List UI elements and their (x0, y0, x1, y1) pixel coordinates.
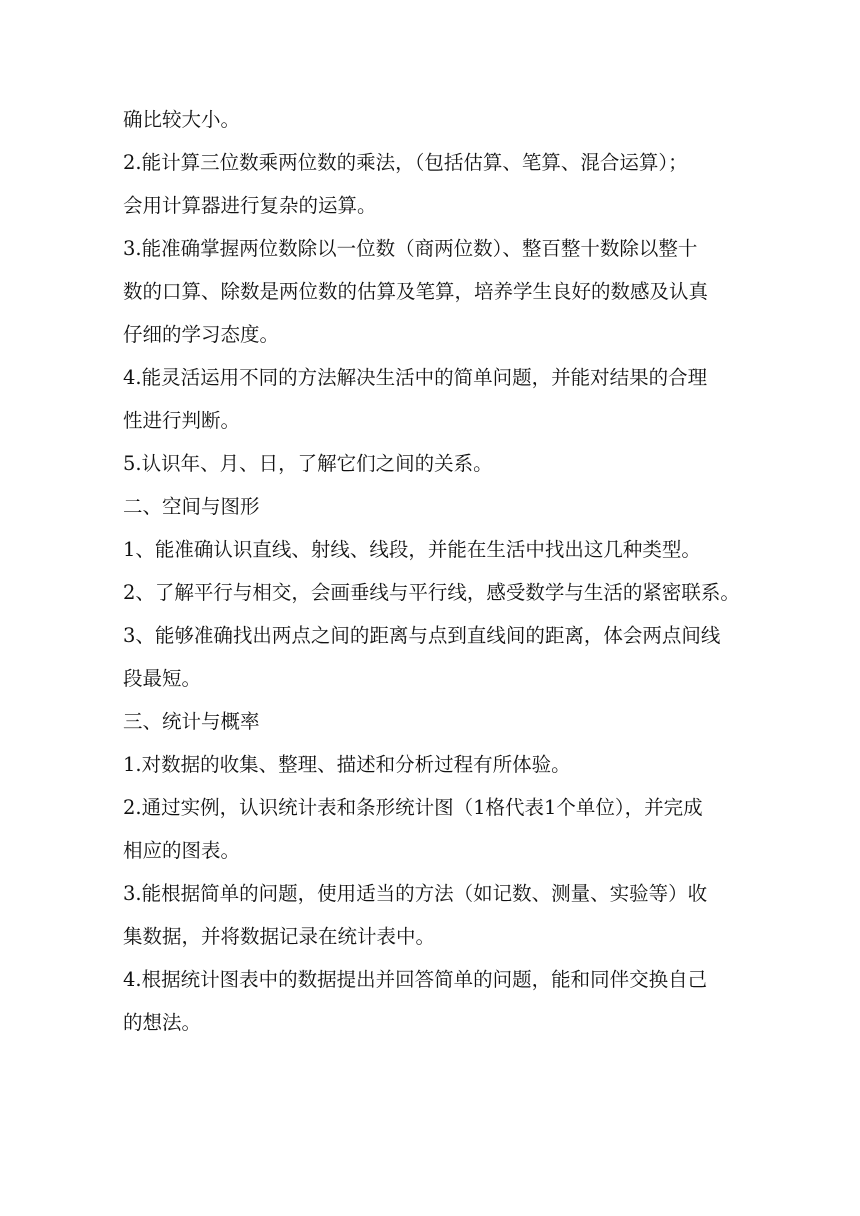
text-line-7: 4.能灵活运用不同的方法解决生活中的简单问题，并能对结果的合理 (123, 366, 708, 389)
text-line-19: 3.能根据简单的问题，使用适当的方法（如记数、测量、实验等）收 (123, 882, 708, 905)
text-line-1: 确比较大小。 (123, 108, 241, 131)
text-line-20: 集数据，并将数据记录在统计表中。 (123, 925, 436, 948)
text-line-8: 性进行判断。 (123, 409, 241, 432)
text-line-18: 相应的图表。 (123, 839, 241, 862)
text-line-3: 会用计算器进行复杂的运算。 (123, 194, 377, 217)
text-line-21: 4.根据统计图表中的数据提出并回答简单的问题，能和同伴交换自己 (123, 968, 708, 991)
text-line-5: 数的口算、除数是两位数的估算及笔算，培养学生良好的数感及认真 (123, 280, 709, 303)
text-line-6: 仔细的学习态度。 (123, 323, 280, 346)
text-line-13: 3、能够准确找出两点之间的距离与点到直线间的距离，体会两点间线 (123, 624, 721, 647)
text-line-17: 2.通过实例，认识统计表和条形统计图（1格代表1个单位），并完成 (123, 796, 703, 819)
section-heading-space-and-shapes: 二、空间与图形 (123, 495, 260, 518)
text-line-12: 2、了解平行与相交，会画垂线与平行线，感受数学与生活的紧密联系。 (123, 581, 740, 604)
text-line-2: 2.能计算三位数乘两位数的乘法，（包括估算、笔算、混合运算）； (123, 151, 688, 174)
text-line-11: 1、能准确认识直线、射线、线段，并能在生活中找出这几种类型。 (123, 538, 701, 561)
document-body (123, 110, 743, 1056)
text-line-22: 的想法。 (123, 1011, 202, 1034)
text-line-9: 5.认识年、月、日，了解它们之间的关系。 (123, 452, 493, 475)
text-line-4: 3.能准确掌握两位数除以一位数（商两位数）、整百整十数除以整十 (123, 237, 698, 260)
text-line-14: 段最短。 (123, 667, 202, 690)
text-line-16: 1.对数据的收集、整理、描述和分析过程有所体验。 (123, 753, 571, 776)
section-heading-statistics-probability: 三、统计与概率 (123, 710, 260, 733)
